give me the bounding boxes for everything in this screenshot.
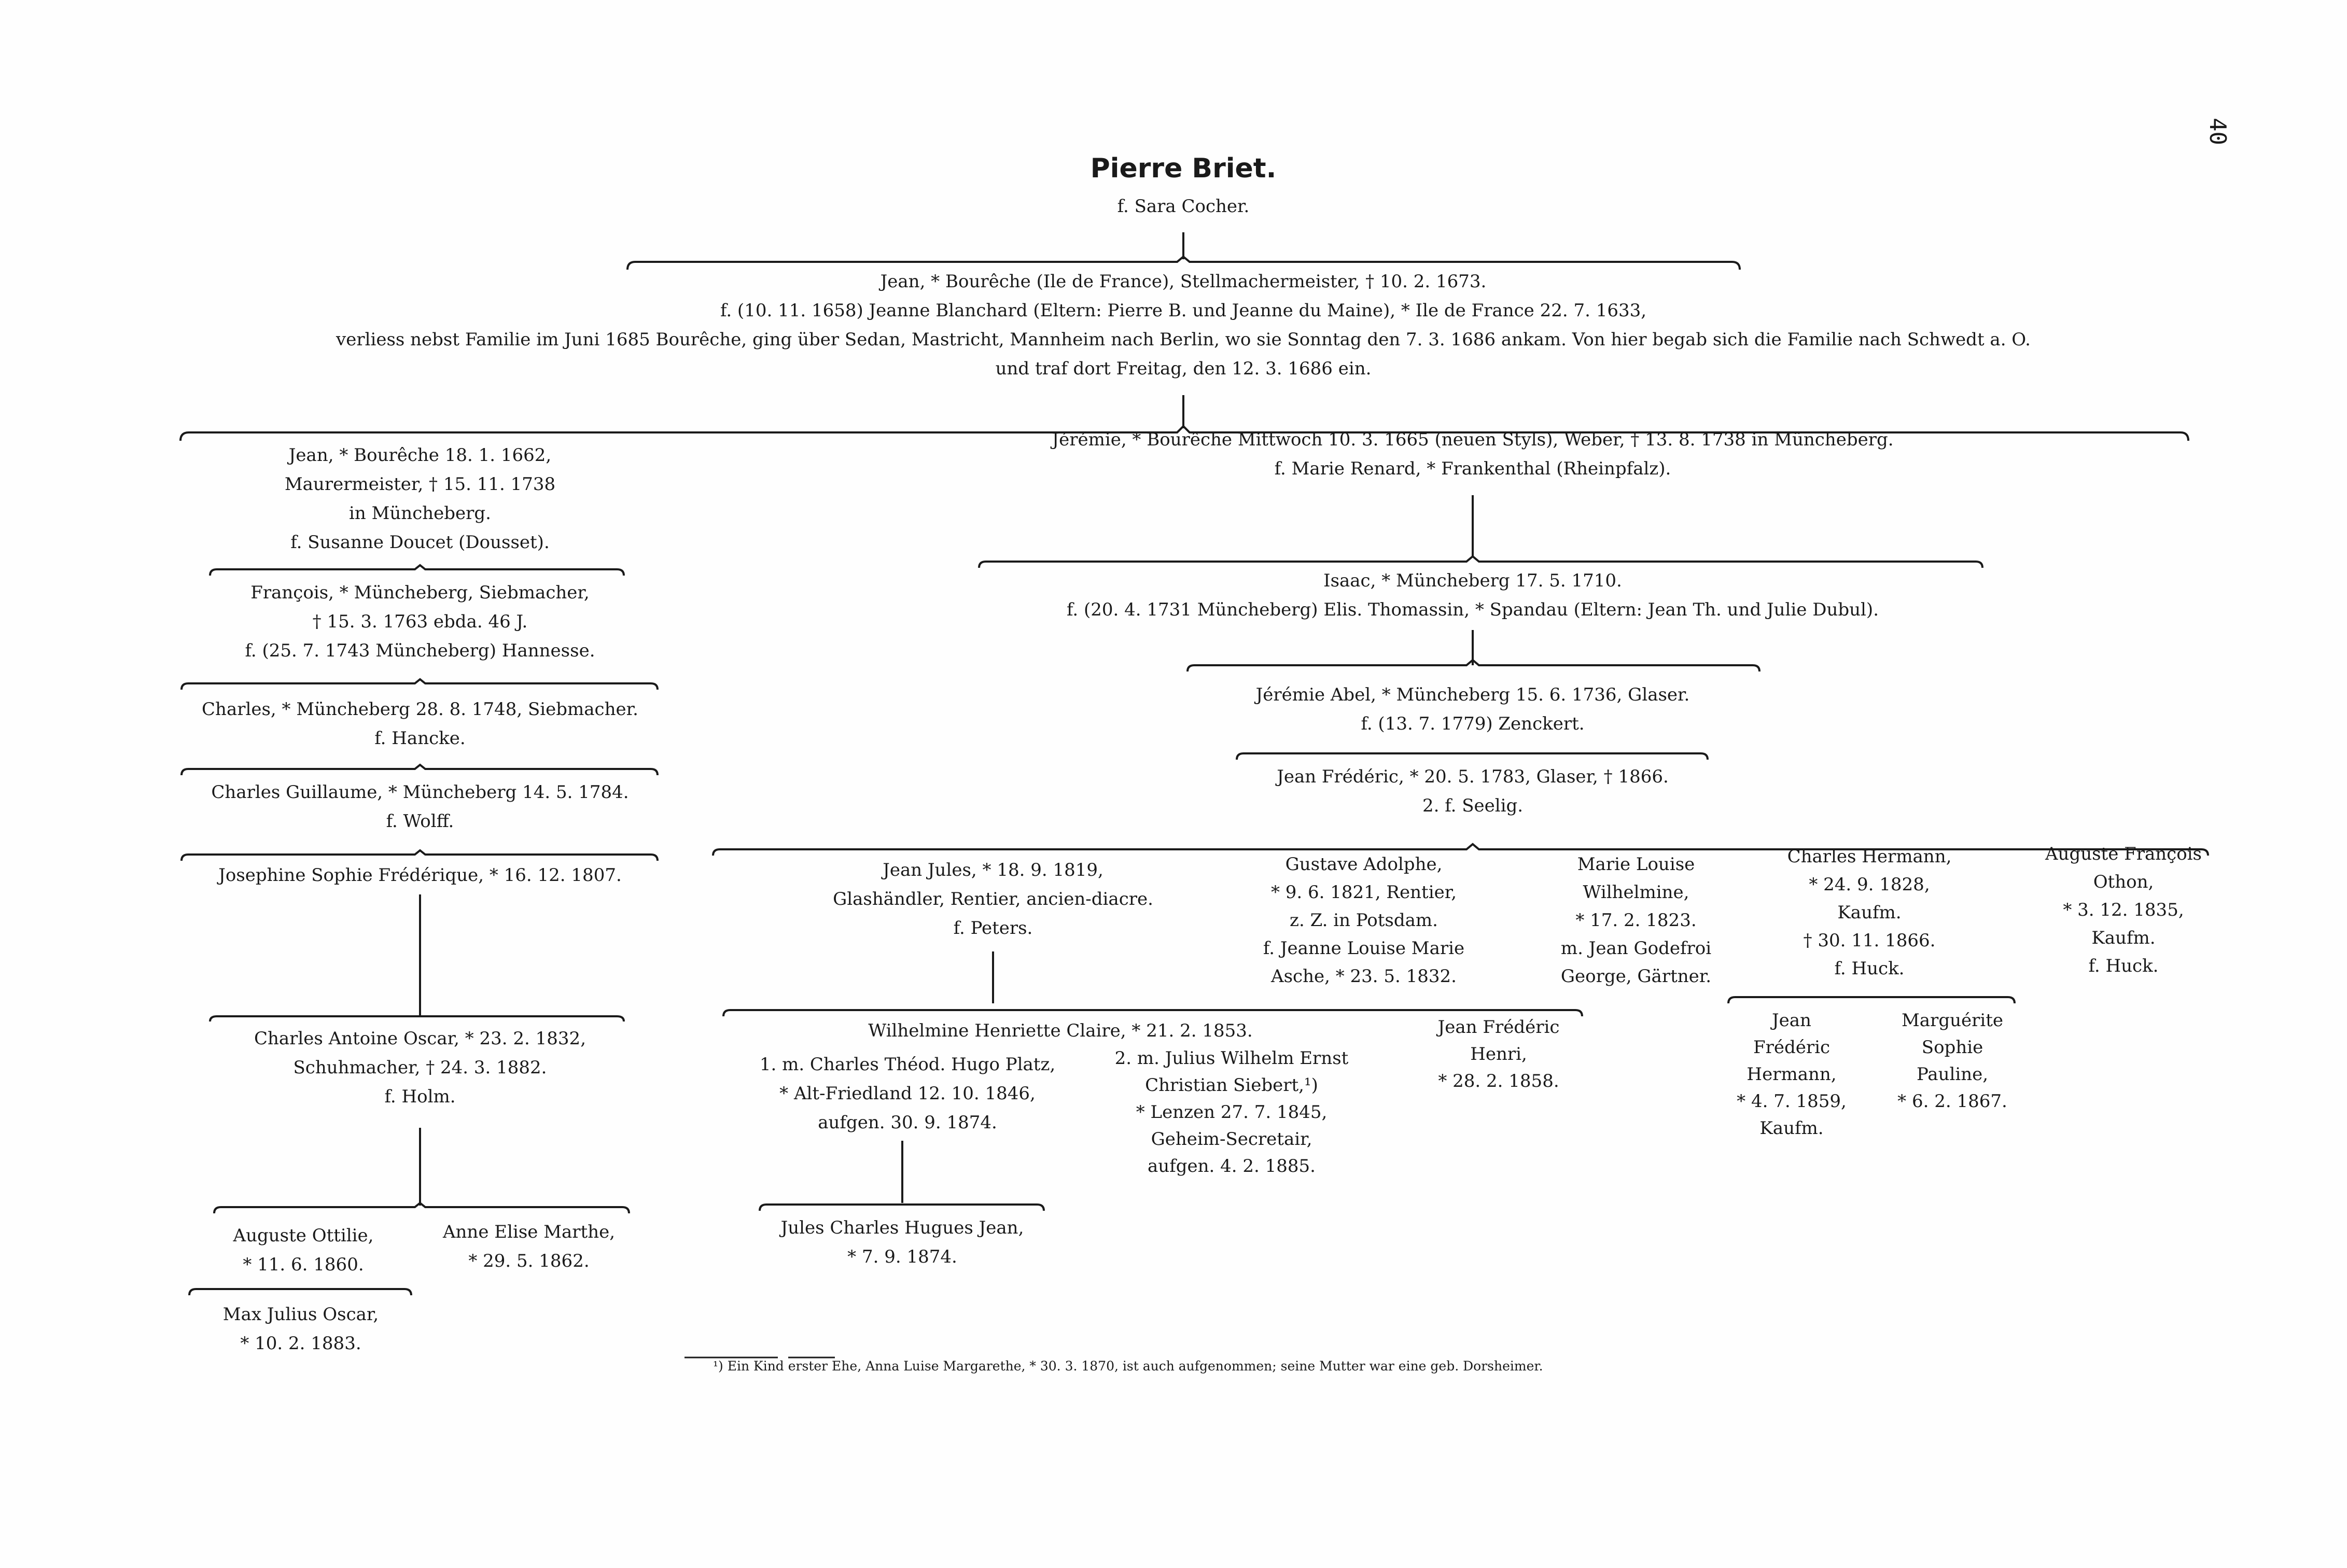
entry-line: Christian Siebert,¹) [1145, 1075, 1318, 1096]
entry-line: Charles, * Müncheberg 28. 8. 1748, Siebmacher. [202, 699, 638, 720]
entry-line: 2. f. Seelig. [1422, 795, 1524, 816]
entry-line: f. Peters. [953, 918, 1033, 939]
person-isaac [1067, 566, 1879, 624]
root-spouse: f. Sara Cocher. [1117, 196, 1250, 217]
entry-line: f. Holm. [384, 1086, 456, 1107]
entry-line: * 10. 2. 1883. [240, 1333, 361, 1354]
entry-line: Asche, * 23. 5. 1832. [1271, 966, 1457, 987]
footnote: ¹) Ein Kind erster Ehe, Anna Luise Margarethe, * 30. 3. 1870, ist auch aufgenommen; seine Mutter war eine geb. Dorsheimer. [713, 1359, 1543, 1374]
person-jeremie-abel [1256, 680, 1690, 738]
entry-line: Geheim-Secretair, [1151, 1129, 1312, 1150]
entry-line: Glashändler, Rentier, ancien-diacre. [833, 889, 1153, 909]
entry-line: Jérémie, * Bourêche Mittwoch 10. 3. 1665 (neuen Styls), Weber, † 13. 8. 1738 in Müncheberg. [1052, 429, 1894, 450]
root-name: Pierre Briet. [1090, 153, 1277, 184]
entry-line: f. Wolff. [386, 811, 454, 832]
entry-line: Marguérite [1901, 1010, 2004, 1031]
entry-line: Josephine Sophie Frédérique, * 16. 12. 1807. [218, 865, 622, 886]
entry-line: Charles Guillaume, * Müncheberg 14. 5. 1784. [211, 782, 629, 803]
person-max-julius-oscar [223, 1300, 379, 1358]
entry-line: Max Julius Oscar, [222, 1304, 379, 1325]
entry-line: Jean, * Bourêche (Ile de France), Stellmachermeister, † 10. 2. 1673. [880, 271, 1487, 292]
entry-line: George, Gärtner. [1560, 966, 1712, 987]
entry-line: † 30. 11. 1866. [1803, 930, 1936, 951]
person-jean-jules [833, 856, 1153, 943]
entry-line: * 28. 2. 1858. [1438, 1071, 1559, 1091]
entry-line: Schuhmacher, † 24. 3. 1882. [293, 1057, 547, 1078]
entry-line: Sophie [1921, 1037, 1983, 1058]
person-gustave-adolphe [1263, 850, 1464, 990]
entry-line: Marie Louise [1577, 854, 1695, 875]
entry-line: † 15. 3. 1763 ebda. 46 J. [312, 611, 528, 632]
spouse-siebert [1115, 1045, 1349, 1180]
person-jean-frederic [1277, 762, 1669, 820]
page-number: 40 [2204, 118, 2231, 145]
entry-line: f. Marie Renard, * Frankenthal (Rheinpfalz). [1274, 458, 1671, 479]
entry-line: Kaufm. [1759, 1118, 1824, 1139]
person-josephine [218, 861, 622, 890]
gen1-entry [336, 267, 2031, 383]
person-auguste-francois-othon [2045, 840, 2202, 980]
person-marguerite-sophie-pauline [1897, 1007, 2007, 1115]
entry-line: * 29. 5. 1862. [468, 1251, 590, 1271]
person-wilhelmine-henriette-claire [868, 1016, 1252, 1045]
entry-line: Jules Charles Hugues Jean, [780, 1217, 1024, 1238]
entry-line: f. (13. 7. 1779) Zenckert. [1361, 713, 1585, 734]
entry-line: * 11. 6. 1860. [243, 1254, 364, 1275]
entry-line: und traf dort Freitag, den 12. 3. 1686 ein. [995, 358, 1372, 379]
person-marie-louise [1561, 850, 1711, 990]
person-anne-elise-marthe [443, 1217, 615, 1276]
entry-line: 2. m. Julius Wilhelm Ernst [1114, 1048, 1349, 1069]
spouse-platz [760, 1050, 1055, 1137]
person-jules-charles-hugues-jean [781, 1213, 1024, 1271]
entry-line: Charles Hermann, [1787, 846, 1952, 867]
person-charles-hermann [1787, 843, 1952, 983]
entry-line: Kaufm. [2091, 928, 2156, 948]
entry-line: f. Hancke. [374, 728, 466, 749]
entry-line: * 9. 6. 1821, Rentier, [1270, 882, 1457, 903]
entry-line: Auguste François [2045, 844, 2202, 864]
entry-line: f. (25. 7. 1743 Müncheberg) Hannesse. [245, 640, 595, 661]
person-charles-guillaume [211, 778, 628, 836]
entry-line: Jean Frédéric, * 20. 5. 1783, Glaser, † 1866. [1277, 766, 1669, 787]
entry-line: Henri, [1470, 1044, 1527, 1065]
entry-line: f. Susanne Doucet (Dousset). [290, 532, 550, 553]
entry-line: 1. m. Charles Théod. Hugo Platz, [759, 1054, 1056, 1075]
entry-line: Isaac, * Müncheberg 17. 5. 1710. [1323, 570, 1622, 591]
entry-line: Charles Antoine Oscar, * 23. 2. 1832, [254, 1028, 586, 1049]
entry-line: z. Z. in Potsdam. [1290, 910, 1438, 931]
entry-line: * 17. 2. 1823. [1575, 910, 1697, 931]
entry-line: Maurermeister, † 15. 11. 1738 [284, 474, 556, 495]
entry-line: f. Huck. [1834, 958, 1905, 979]
entry-line: * 3. 12. 1835, [2063, 900, 2184, 920]
entry-line: Jean Jules, * 18. 9. 1819, [883, 860, 1103, 880]
entry-line: Pauline, [1916, 1064, 1989, 1085]
entry-line: * 24. 9. 1828, [1809, 874, 1930, 895]
person-jean-1662 [285, 441, 555, 557]
entry-line: Wilhelmine, [1583, 882, 1689, 903]
entry-line: f. (10. 11. 1658) Jeanne Blanchard (Eltern: Pierre B. und Jeanne du Maine), * Ile de France 22. 7. 1633, [720, 300, 1647, 321]
entry-line: Wilhelmine Henriette Claire, * 21. 2. 1853. [868, 1020, 1253, 1041]
entry-line: * Alt-Friedland 12. 10. 1846, [779, 1083, 1036, 1104]
entry-line: * 7. 9. 1874. [847, 1247, 957, 1267]
entry-line: in Müncheberg. [349, 503, 491, 524]
person-jean-frederic-henri [1438, 1014, 1560, 1095]
entry-line: Othon, [2093, 872, 2154, 892]
person-charles-antoine-oscar [254, 1024, 586, 1111]
person-francois [245, 578, 595, 665]
entry-line: aufgen. 4. 2. 1885. [1148, 1156, 1316, 1177]
entry-line: Auguste Ottilie, [233, 1225, 374, 1246]
entry-line: verliess nebst Familie im Juni 1685 Bourêche, ging über Sedan, Mastricht, Mannheim nach Berlin, wo sie Sonntag den 7. 3. 1686 ankam. Von hier begab sich die Familie nach Schwedt a. O. [336, 329, 2031, 350]
entry-line: f. (20. 4. 1731 Müncheberg) Elis. Thomassin, * Spandau (Eltern: Jean Th. und Julie Dubul). [1066, 599, 1879, 620]
entry-line: f. Jeanne Louise Marie [1263, 938, 1465, 959]
entry-line: * Lenzen 27. 7. 1845, [1136, 1102, 1328, 1123]
entry-line: Hermann, [1747, 1064, 1837, 1085]
entry-line: Anne Elise Marthe, [442, 1222, 616, 1242]
entry-line: Gustave Adolphe, [1285, 854, 1443, 875]
entry-line: aufgen. 30. 9. 1874. [818, 1112, 997, 1133]
entry-line: * 4. 7. 1859, [1737, 1091, 1847, 1112]
entry-line: m. Jean Godefroi [1560, 938, 1712, 959]
person-auguste-ottilie [233, 1221, 374, 1279]
entry-line: Jean [1772, 1010, 1811, 1031]
entry-line: Kaufm. [1837, 902, 1902, 923]
entry-line: François, * Müncheberg, Siebmacher, [250, 582, 590, 603]
person-jean-frederic-hermann [1737, 1007, 1847, 1142]
person-jeremie [1052, 425, 1893, 483]
entry-line: Jean Frédéric [1437, 1017, 1560, 1038]
entry-line: Jean, * Bourêche 18. 1. 1662, [288, 445, 552, 466]
entry-line: Jérémie Abel, * Müncheberg 15. 6. 1736, Glaser. [1255, 684, 1690, 705]
entry-line: f. Huck. [2088, 956, 2159, 976]
entry-line: * 6. 2. 1867. [1897, 1091, 2007, 1112]
entry-line: Frédéric [1753, 1037, 1831, 1058]
person-charles [202, 695, 638, 753]
